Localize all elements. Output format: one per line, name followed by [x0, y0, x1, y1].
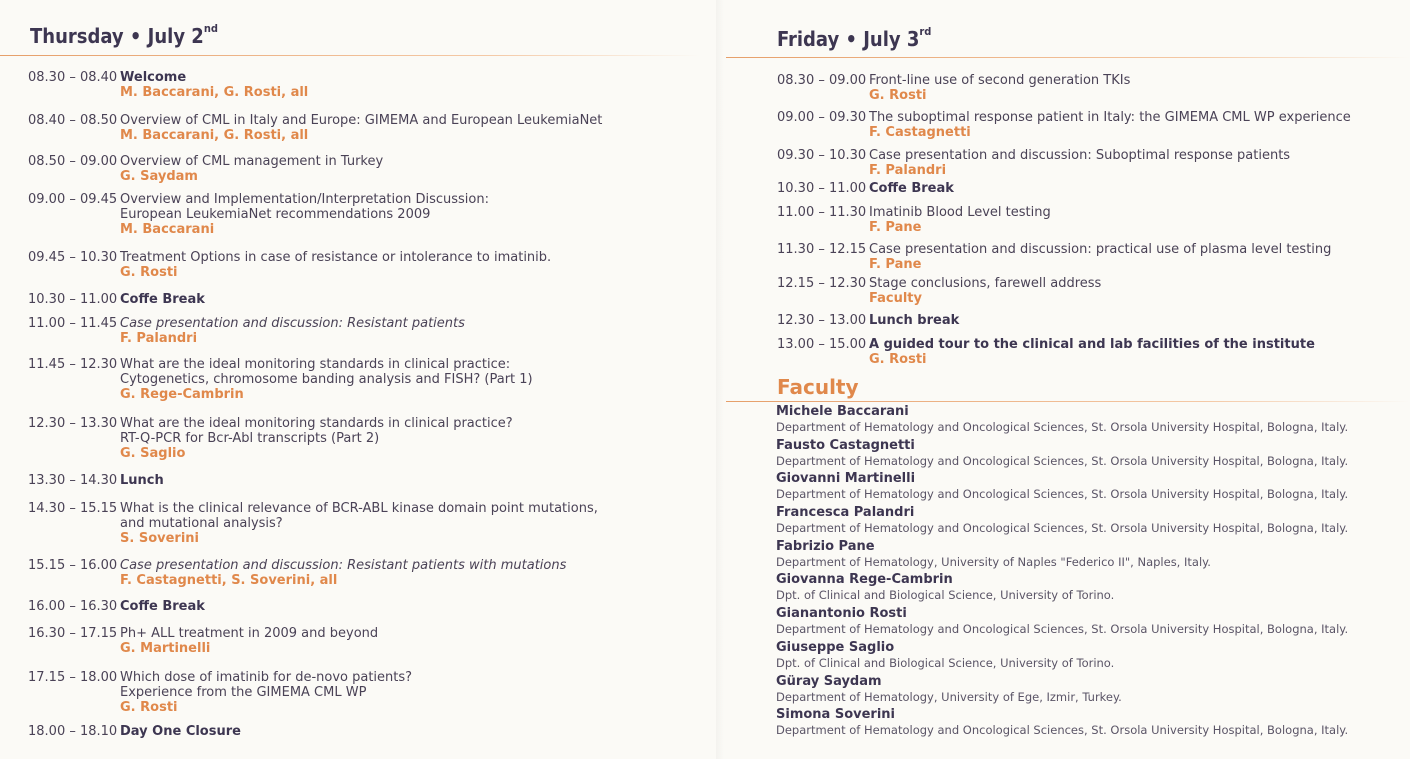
- session-time: 12.30 – 13.00: [777, 313, 867, 328]
- session-title: Stage conclusions, farewell address: [869, 276, 1102, 291]
- session-title: Which dose of imatinib for de-novo patients?: [120, 670, 413, 685]
- session-body: [120, 192, 489, 237]
- session-title: Coffe Break: [120, 599, 205, 614]
- faculty-affiliation: Dpt. of Clinical and Biological Science, University of Torino.: [776, 655, 1115, 670]
- session-speaker: F. Pane: [869, 257, 922, 272]
- session-title: Experience from the GIMEMA CML WP: [120, 685, 367, 700]
- session-time: 11.00 – 11.30: [777, 205, 867, 220]
- session-title: Day One Closure: [120, 724, 241, 739]
- session-time: 15.15 – 16.00: [28, 558, 118, 573]
- faculty-name: Simona Soverini: [776, 707, 896, 723]
- session-title: Coffe Break: [120, 292, 205, 307]
- session-time: 13.00 – 15.00: [777, 337, 867, 352]
- session-title: and mutational analysis?: [120, 516, 283, 531]
- session-speaker: G. Rosti: [869, 352, 927, 367]
- session-body: [120, 250, 551, 280]
- session-body: [869, 242, 1331, 272]
- faculty-affiliation: Department of Hematology and Oncological Sciences, St. Orsola University Hospital, Bologna, Italy.: [776, 453, 1349, 468]
- session-speaker: G. Saglio: [120, 446, 186, 461]
- heading-rule: [726, 57, 1410, 58]
- session-speaker: G. Rosti: [120, 700, 178, 715]
- session-body: [120, 416, 513, 461]
- session-speaker: F. Castagnetti, S. Soverini, all: [120, 573, 338, 588]
- session-speaker: F. Palandri: [120, 331, 198, 346]
- faculty-name: Fabrizio Pane: [776, 538, 875, 554]
- session-time: 10.30 – 11.00: [28, 292, 118, 307]
- session-time: 08.30 – 09.00: [777, 73, 867, 88]
- session-time: 12.30 – 13.30: [28, 416, 118, 431]
- session-speaker: G. Rosti: [869, 88, 927, 103]
- session-body: [120, 558, 566, 588]
- session-title: Overview and Implementation/Interpretation Discussion:: [120, 192, 489, 207]
- session-body: [120, 626, 378, 656]
- faculty-affiliation: Department of Hematology, University of Ege, Izmir, Turkey.: [776, 689, 1122, 704]
- faculty-affiliation: Department of Hematology and Oncological Sciences, St. Orsola University Hospital, Bologna, Italy.: [776, 420, 1349, 434]
- faculty-name: Giuseppe Saglio: [776, 639, 895, 655]
- day-date: July 2: [147, 24, 204, 48]
- session-time: 11.00 – 11.45: [28, 316, 118, 331]
- friday-heading: Friday • July 3rd: [777, 25, 932, 51]
- session-body: [120, 501, 598, 546]
- session-body: [869, 110, 1351, 140]
- session-title: Welcome: [120, 70, 187, 85]
- session-time: 09.00 – 09.45: [28, 192, 118, 207]
- session-title: Imatinib Blood Level testing: [869, 205, 1051, 220]
- session-body: [869, 313, 959, 328]
- session-speaker: M. Baccarani: [120, 222, 215, 237]
- session-time: 12.15 – 12.30: [777, 276, 867, 291]
- session-body: [869, 73, 1130, 103]
- session-speaker: F. Palandri: [869, 163, 947, 178]
- faculty-affiliation: Department of Hematology and Oncological Sciences, St. Orsola University Hospital, Bologna, Italy.: [776, 521, 1349, 536]
- session-speaker: G. Rege-Cambrin: [120, 387, 244, 402]
- session-title: RT-Q-PCR for Bcr-Abl transcripts (Part 2): [120, 431, 380, 446]
- session-title: What are the ideal monitoring standards in clinical practice:: [120, 357, 511, 372]
- faculty-affiliation: Department of Hematology and Oncological Sciences, St. Orsola University Hospital, Bologna, Italy.: [776, 723, 1349, 738]
- session-time: 09.00 – 09.30: [777, 110, 867, 125]
- faculty-member: [776, 640, 1396, 674]
- session-time: 09.45 – 10.30: [28, 250, 118, 265]
- session-title: A guided tour to the clinical and lab facilities of the institute: [869, 337, 1315, 352]
- session-title: Overview of CML in Italy and Europe: GIMEMA and European LeukemiaNet: [120, 113, 603, 128]
- session-title: Front-line use of second generation TKIs: [869, 73, 1131, 88]
- faculty-member: [776, 505, 1396, 539]
- session-time: 08.30 – 08.40: [28, 70, 118, 85]
- session-title: Overview of CML management in Turkey: [120, 154, 384, 169]
- session-speaker: S. Soverini: [120, 531, 199, 546]
- faculty-member: [776, 606, 1396, 640]
- session-speaker: M. Baccarani, G. Rosti, all: [120, 128, 309, 143]
- faculty-member: [776, 438, 1396, 472]
- faculty-affiliation: Department of Hematology and Oncological Sciences, St. Orsola University Hospital, Bologna, Italy.: [776, 487, 1349, 502]
- faculty-member: [776, 404, 1396, 438]
- faculty-member: [776, 707, 1396, 741]
- session-title: Coffe Break: [869, 181, 954, 196]
- session-body: [120, 724, 241, 739]
- session-body: [120, 599, 205, 614]
- session-body: [120, 154, 383, 184]
- faculty-name: Gianantonio Rosti: [776, 606, 907, 622]
- day-name: Thursday: [30, 24, 124, 48]
- session-title: Case presentation and discussion: Resistant patients with mutations: [120, 558, 567, 573]
- session-speaker: M. Baccarani, G. Rosti, all: [120, 85, 309, 100]
- session-time: 09.30 – 10.30: [777, 148, 867, 163]
- faculty-name: Güray Saydam: [776, 673, 882, 689]
- session-time: 16.30 – 17.15: [28, 626, 118, 641]
- session-time: 16.00 – 16.30: [28, 599, 118, 614]
- session-body: [120, 670, 412, 715]
- session-body: [869, 337, 1315, 367]
- day-date: July 3: [863, 27, 920, 51]
- date-suffix: rd: [919, 25, 932, 39]
- session-time: 11.45 – 12.30: [28, 357, 118, 372]
- session-time: 08.50 – 09.00: [28, 154, 118, 169]
- session-title: The suboptimal response patient in Italy: the GIMEMA CML WP experience: [869, 110, 1351, 125]
- date-suffix: nd: [203, 22, 218, 36]
- faculty-name: Michele Baccarani: [776, 404, 909, 419]
- session-body: [869, 205, 1051, 235]
- session-time: 10.30 – 11.00: [777, 181, 867, 196]
- session-time: 13.30 – 14.30: [28, 473, 118, 488]
- session-body: [120, 473, 164, 488]
- session-speaker: G. Martinelli: [120, 641, 211, 656]
- session-body: [120, 113, 602, 143]
- faculty-list: [776, 404, 1396, 741]
- heading-rule: [0, 55, 700, 56]
- faculty-affiliation: Dpt. of Clinical and Biological Science, University of Torino.: [776, 588, 1115, 603]
- session-title: Ph+ ALL treatment in 2009 and beyond: [120, 626, 379, 641]
- session-title: What are the ideal monitoring standards in clinical practice?: [120, 416, 513, 431]
- session-speaker: F. Castagnetti: [869, 125, 971, 140]
- session-title: Case presentation and discussion: Suboptimal response patients: [869, 148, 1291, 163]
- faculty-name: Francesca Palandri: [776, 505, 915, 521]
- session-time: 08.40 – 08.50: [28, 113, 118, 128]
- session-title: Treatment Options in case of resistance or intolerance to imatinib.: [120, 250, 552, 265]
- session-speaker: Faculty: [869, 291, 922, 306]
- faculty-member: [776, 572, 1396, 606]
- session-title: Case presentation and discussion: Resistant patients: [120, 316, 465, 331]
- session-time: 17.15 – 18.00: [28, 670, 118, 685]
- faculty-member: [776, 674, 1396, 708]
- faculty-name: Fausto Castagnetti: [776, 437, 915, 453]
- session-body: [869, 276, 1101, 306]
- day-name: Friday: [777, 27, 840, 51]
- session-title: Cytogenetics, chromosome banding analysis and FISH? (Part 1): [120, 372, 533, 387]
- session-title: Case presentation and discussion: practical use of plasma level testing: [869, 242, 1332, 257]
- faculty-affiliation: Department of Hematology, University of Naples "Federico II", Naples, Italy.: [776, 554, 1211, 569]
- faculty-name: Giovanni Martinelli: [776, 471, 916, 487]
- thursday-heading: Thursday • July 2nd: [30, 22, 218, 48]
- session-body: [120, 357, 533, 402]
- session-title: Lunch break: [869, 313, 960, 328]
- session-body: [120, 316, 465, 346]
- session-time: 11.30 – 12.15: [777, 242, 867, 257]
- session-speaker: F. Pane: [869, 220, 922, 235]
- session-body: [869, 181, 954, 196]
- page-fold: [716, 0, 724, 759]
- session-title: European LeukemiaNet recommendations 2009: [120, 207, 431, 222]
- faculty-member: [776, 471, 1396, 505]
- session-time: 18.00 – 18.10: [28, 724, 118, 739]
- session-speaker: G. Rosti: [120, 265, 178, 280]
- faculty-member: [776, 539, 1396, 573]
- session-body: [120, 70, 308, 100]
- session-body: [869, 148, 1290, 178]
- faculty-rule: [726, 401, 1410, 402]
- faculty-name: Giovanna Rege-Cambrin: [776, 572, 953, 588]
- session-title: What is the clinical relevance of BCR-ABL kinase domain point mutations,: [120, 501, 598, 516]
- session-time: 14.30 – 15.15: [28, 501, 118, 516]
- session-title: Lunch: [120, 473, 164, 488]
- faculty-heading: Faculty: [777, 375, 859, 399]
- session-body: [120, 292, 205, 307]
- faculty-affiliation: Department of Hematology and Oncological Sciences, St. Orsola University Hospital, Bologna, Italy.: [776, 622, 1349, 637]
- session-speaker: G. Saydam: [120, 169, 198, 184]
